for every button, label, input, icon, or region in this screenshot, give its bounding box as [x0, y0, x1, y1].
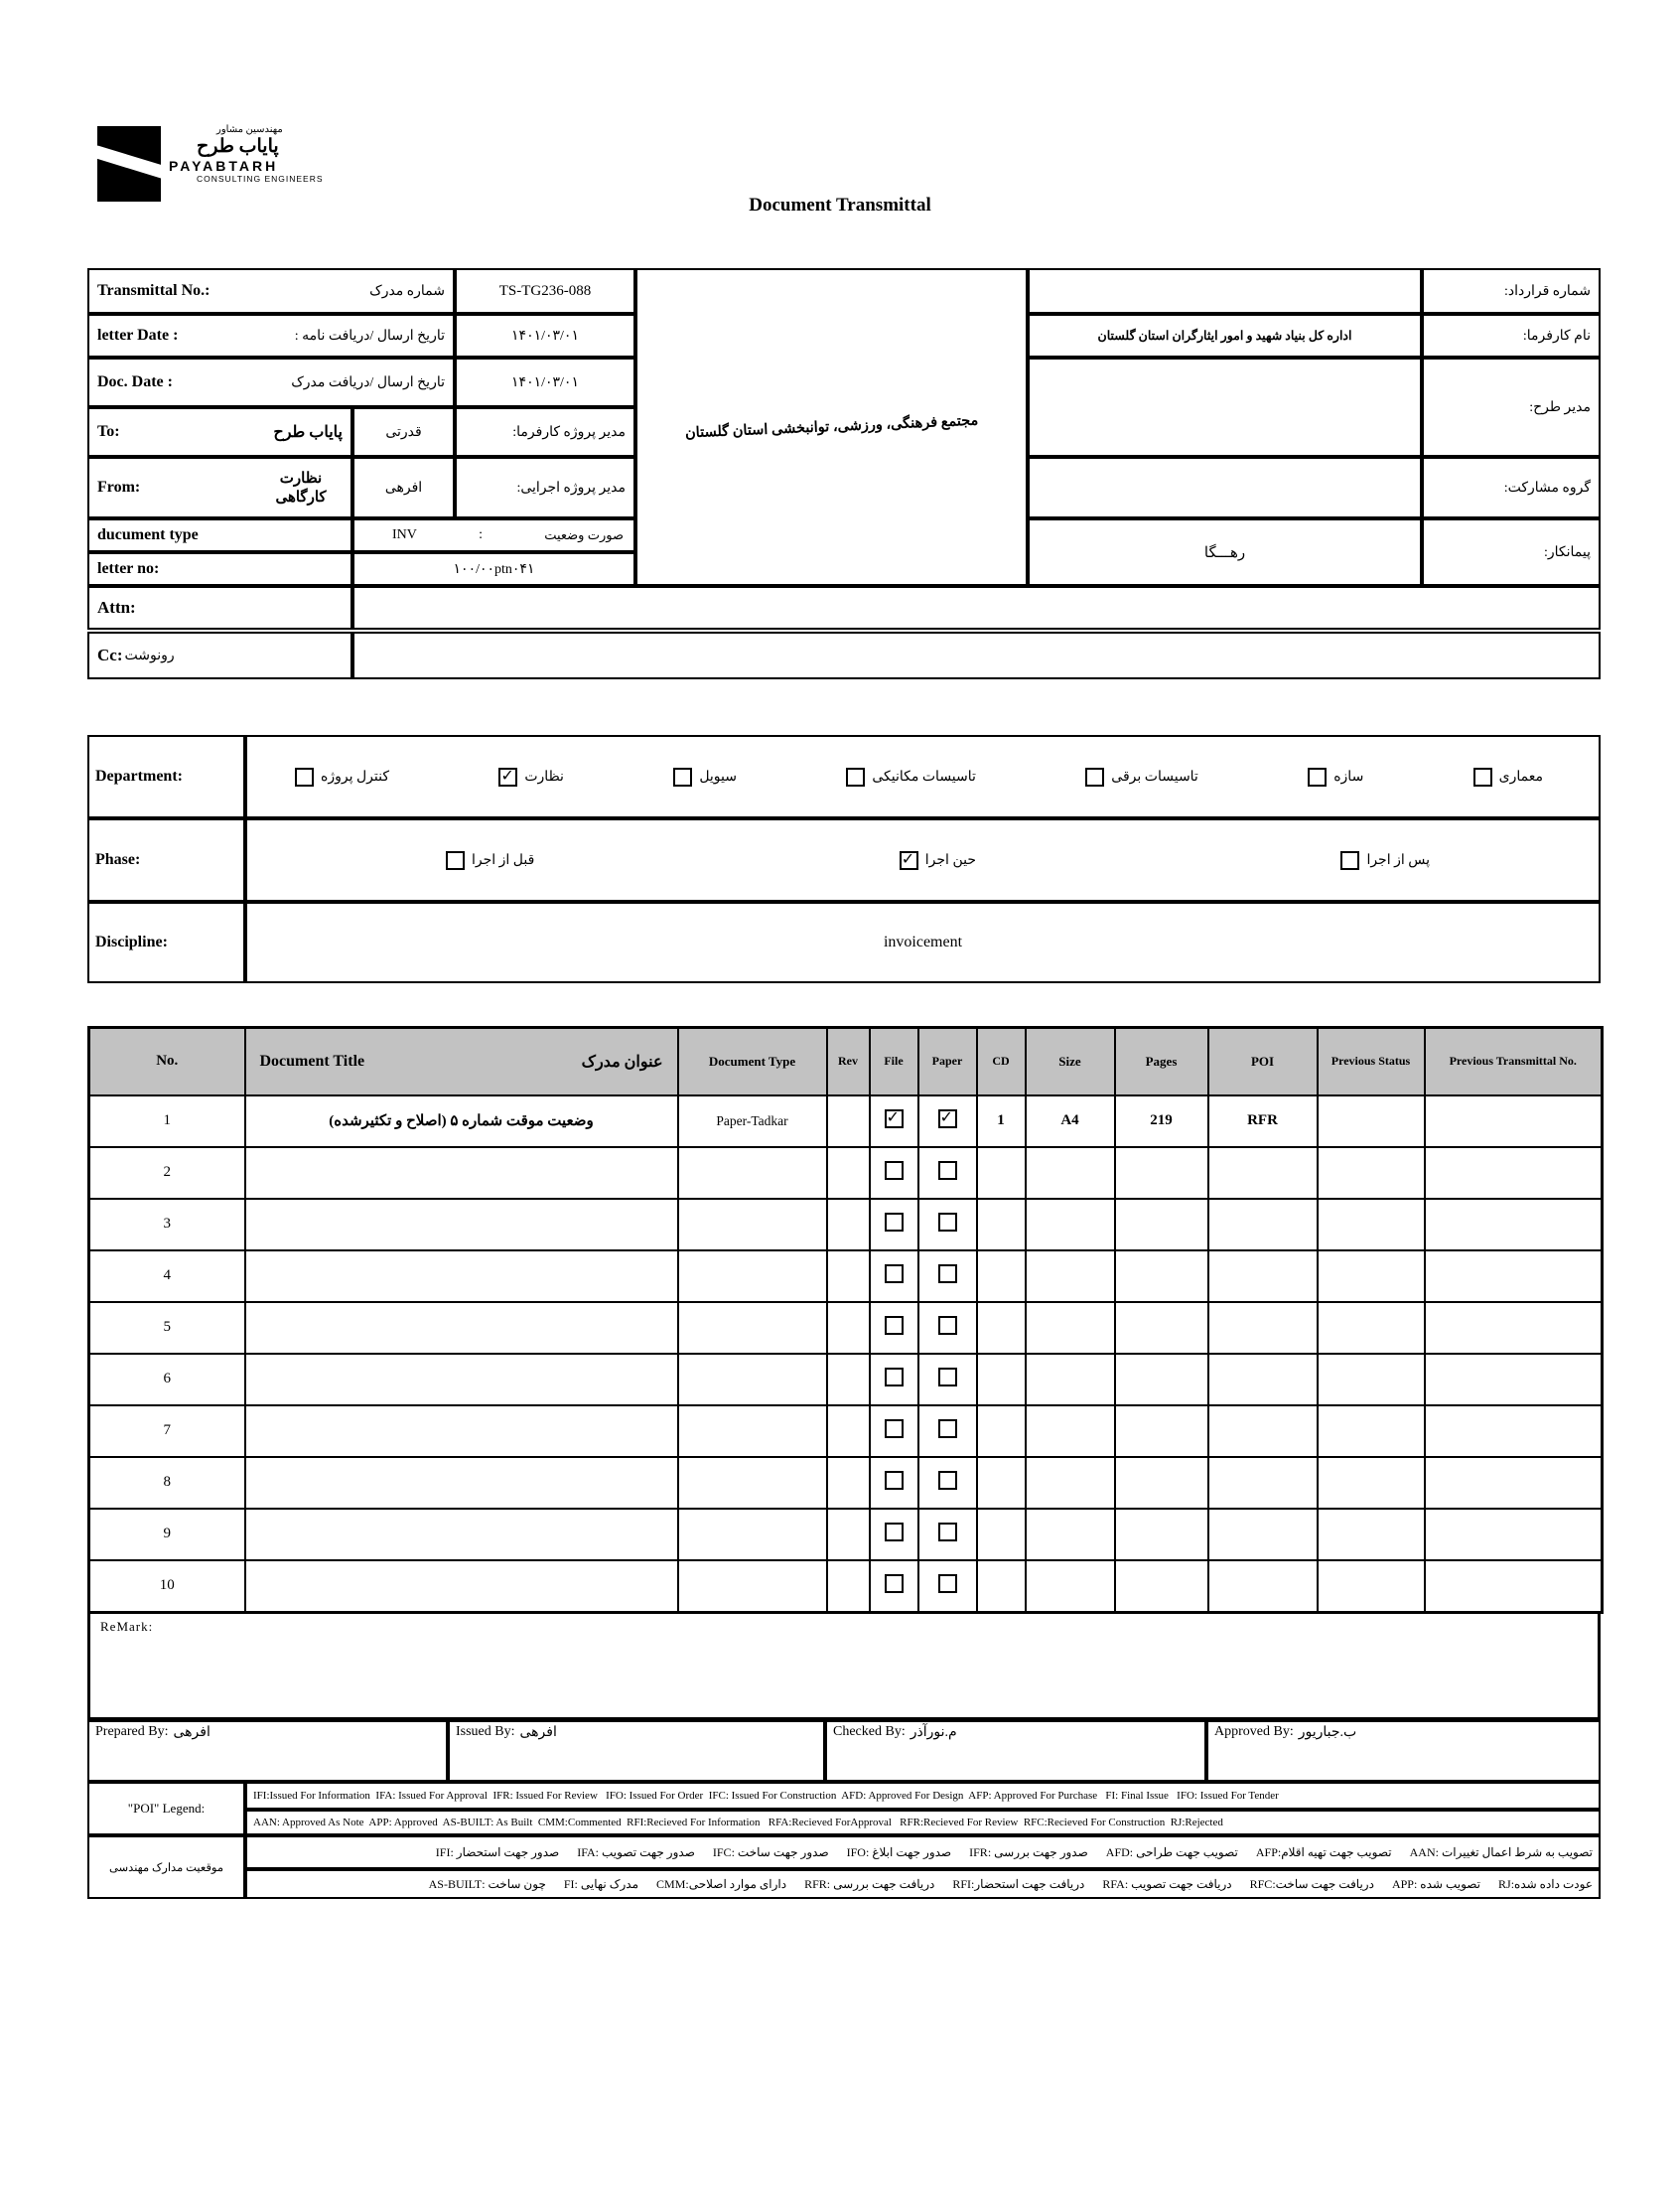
transmittal-no-label-fa: شماره مدرک [369, 283, 445, 299]
letter-no-value: ۱۰۰/۰۰ptn۰۴۱ [352, 552, 635, 586]
checkbox[interactable] [673, 768, 692, 787]
col-header-no: No. [89, 1028, 245, 1095]
prepared-by-cell [87, 1720, 448, 1782]
issued-by-value: افرهی [519, 1725, 557, 1740]
row-prev-transmittal [1425, 1302, 1603, 1354]
doc-date-label-fa: تاریخ ارسال /دریافت مدرک [291, 374, 445, 390]
row-file-cell [870, 1405, 918, 1457]
approved-by-cell [1206, 1720, 1601, 1782]
row-file-cell [870, 1147, 918, 1199]
file-checkbox[interactable] [885, 1161, 904, 1180]
file-checkbox[interactable] [885, 1213, 904, 1232]
department-items [245, 735, 1601, 818]
row-paper-cell [918, 1199, 977, 1250]
doc-date-label: Doc. Date : [97, 373, 173, 390]
row-type [678, 1405, 827, 1457]
file-checkbox[interactable] [885, 1316, 904, 1335]
partnership-group-value [1028, 457, 1422, 518]
row-paper-cell [918, 1302, 977, 1354]
document-type-value-fa: صورت وضعیت [544, 527, 624, 542]
checkbox[interactable] [846, 768, 865, 787]
row-title [245, 1405, 678, 1457]
row-title [245, 1354, 678, 1405]
fa-legend-label: موقعیت مدارک مهندسی [87, 1835, 245, 1899]
checkbox[interactable] [900, 851, 918, 870]
row-size [1026, 1354, 1115, 1405]
poi-legend [87, 1782, 1601, 1835]
project-name-cell [635, 268, 1028, 586]
contract-no-value [1028, 268, 1422, 314]
row-size [1026, 1250, 1115, 1302]
classification-table [87, 735, 1601, 983]
paper-checkbox[interactable] [938, 1471, 957, 1490]
row-title [245, 1199, 678, 1250]
row-no: 4 [89, 1250, 245, 1302]
row-prev-transmittal [1425, 1354, 1603, 1405]
issued-by-label: Issued By: [456, 1724, 515, 1739]
row-title [245, 1560, 678, 1613]
checkbox-item [1340, 851, 1430, 870]
row-rev [827, 1509, 870, 1560]
logo-swoosh-icon [97, 144, 161, 189]
row-pages [1115, 1199, 1208, 1250]
row-size [1026, 1560, 1115, 1613]
checkbox-item-label: پس از اجرا [1366, 852, 1430, 868]
paper-checkbox[interactable] [938, 1368, 957, 1386]
letter-no-label-cell [87, 552, 352, 586]
checkbox[interactable] [1308, 768, 1327, 787]
document-table [87, 1026, 1604, 1614]
checkbox-item-label: معماری [1498, 769, 1543, 785]
logo-fa-tagline: مهندسین مشاور [216, 124, 283, 135]
table-row [89, 1147, 1603, 1199]
col-header-poi: POI [1208, 1028, 1318, 1095]
checkbox-item [846, 768, 976, 787]
to-label: To: [97, 423, 120, 440]
row-paper-cell [918, 1560, 977, 1613]
checkbox-item-label: تاسیسات مکانیکی [872, 769, 976, 785]
logo-fa-name: پایاب طرح [197, 136, 279, 157]
row-poi [1208, 1457, 1318, 1509]
row-file-cell [870, 1250, 918, 1302]
col-header-title-fa: عنوان مدرک [581, 1053, 663, 1071]
paper-checkbox[interactable] [938, 1109, 957, 1128]
checkbox-item [295, 768, 389, 787]
prepared-by-label: Prepared By: [95, 1724, 169, 1739]
checked-by-label: Checked By: [833, 1724, 906, 1739]
letter-date-label-fa: تاریخ ارسال /دریافت نامه : [294, 328, 445, 344]
project-name: مجتمع فرهنگی، ورزشی، توانبخشی استان گلستان [684, 412, 979, 441]
row-size [1026, 1405, 1115, 1457]
remark-label: ReMark: [100, 1618, 154, 1634]
from-cell [87, 457, 352, 518]
document-table-wrap [87, 1026, 1604, 1720]
row-prev-transmittal [1425, 1457, 1603, 1509]
row-rev [827, 1147, 870, 1199]
cc-value [352, 632, 1601, 679]
file-checkbox[interactable] [885, 1264, 904, 1283]
row-rev [827, 1095, 870, 1147]
row-prev-transmittal [1425, 1405, 1603, 1457]
row-poi [1208, 1302, 1318, 1354]
row-title [245, 1302, 678, 1354]
table-row [89, 1302, 1603, 1354]
table-row [89, 1405, 1603, 1457]
col-header-type: Document Type [678, 1028, 827, 1095]
row-title [245, 1250, 678, 1302]
row-poi [1208, 1250, 1318, 1302]
row-size [1026, 1302, 1115, 1354]
row-size [1026, 1199, 1115, 1250]
poi-legend-line2: AAN: Approved As Note APP: Approved AS-BUILT: As Built CMM:Commented RFI:Recieved For Information RFA:Recieved ForApproval RFR:Recieved For Review RFC:Recieved For Construction RJ:Rejected [245, 1810, 1601, 1835]
row-cd [977, 1405, 1026, 1457]
checkbox[interactable] [1340, 851, 1359, 870]
prepared-by-value: افرهی [173, 1725, 210, 1740]
row-prev-status [1318, 1302, 1425, 1354]
checkbox-item-label: کنترل پروژه [321, 769, 389, 785]
row-rev [827, 1250, 870, 1302]
checkbox-item [446, 851, 534, 870]
row-title [245, 1509, 678, 1560]
row-type [678, 1509, 827, 1560]
row-prev-status [1318, 1457, 1425, 1509]
phase-label: Phase: [95, 851, 141, 868]
row-type [678, 1199, 827, 1250]
doc-date-value: ۱۴۰۱/۰۳/۰۱ [455, 358, 635, 407]
table-row [89, 1560, 1603, 1613]
paper-checkbox[interactable] [938, 1264, 957, 1283]
approved-by-label: Approved By: [1214, 1724, 1294, 1739]
row-type [678, 1457, 827, 1509]
letter-date-value: ۱۴۰۱/۰۳/۰۱ [455, 314, 635, 358]
poi-legend-label: "POI" Legend: [87, 1782, 245, 1835]
letter-date-label: letter Date : [97, 327, 179, 344]
document-table-header-row [89, 1028, 1603, 1095]
document-type-label: ducument type [97, 526, 199, 543]
logo-en-name: PAYABTARH [169, 158, 279, 174]
fa-legend-line2: عودت داده شده:RJ تصویب شده :APP دریافت جهت ساخت:RFC دریافت جهت تصویب :RFA دریافت جهت استحضار:RFI دریافت جهت بررسی :RFR دارای موارد اصلاحی:CMM مدرک نهایی :FI چون ساخت :AS-BUILT [245, 1869, 1601, 1899]
checkbox-item [498, 768, 564, 787]
row-file-cell [870, 1302, 918, 1354]
row-type [678, 1250, 827, 1302]
contract-no-label: شماره قرارداد: [1422, 268, 1601, 314]
checkbox-item-label: سازه [1333, 769, 1364, 785]
col-header-file: File [870, 1028, 918, 1095]
row-no: 1 [89, 1095, 245, 1147]
department-label: Department: [95, 768, 183, 785]
row-prev-status [1318, 1095, 1425, 1147]
row-type [678, 1560, 827, 1613]
row-prev-status [1318, 1405, 1425, 1457]
to-person: قدرتی [352, 407, 455, 457]
row-type [678, 1302, 827, 1354]
col-header-size: Size [1026, 1028, 1115, 1095]
row-size [1026, 1457, 1115, 1509]
page-title: Document Transmittal [749, 195, 931, 216]
row-file-cell [870, 1199, 918, 1250]
checkbox-item [1473, 768, 1543, 787]
exec-pm-label: مدیر پروژه اجرایی: [455, 457, 635, 518]
row-prev-transmittal [1425, 1509, 1603, 1560]
logo-mark-icon [97, 126, 161, 202]
row-pages [1115, 1302, 1208, 1354]
row-cd [977, 1509, 1026, 1560]
col-header-title [245, 1028, 678, 1095]
col-header-prev-transmittal: Previous Transmittal No. [1425, 1028, 1603, 1095]
row-file-cell [870, 1509, 918, 1560]
row-paper-cell [918, 1354, 977, 1405]
row-prev-status [1318, 1250, 1425, 1302]
row-no: 7 [89, 1405, 245, 1457]
row-cd [977, 1354, 1026, 1405]
row-pages [1115, 1147, 1208, 1199]
paper-checkbox[interactable] [938, 1523, 957, 1541]
from-label: From: [97, 479, 141, 496]
partnership-group-label: گروه مشارکت: [1422, 457, 1601, 518]
letter-date-label-cell [87, 314, 455, 358]
row-prev-transmittal [1425, 1199, 1603, 1250]
row-type: Paper-Tadkar [678, 1095, 827, 1147]
row-paper-cell [918, 1095, 977, 1147]
paper-checkbox[interactable] [938, 1213, 957, 1232]
fa-legend [87, 1835, 1601, 1899]
checked-by-cell [825, 1720, 1206, 1782]
row-prev-status [1318, 1560, 1425, 1613]
cc-label-cell [87, 632, 352, 679]
logo-en-tagline: CONSULTING ENGINEERS [197, 174, 324, 184]
row-rev [827, 1354, 870, 1405]
phase-items [245, 818, 1601, 902]
design-manager-label: مدیر طرح: [1422, 358, 1601, 457]
row-title [245, 1457, 678, 1509]
row-pages [1115, 1509, 1208, 1560]
poi-legend-line1: IFI:Issued For Information IFA: Issued For Approval IFR: Issued For Review IFO: Issued For Order IFC: Issued For Construction AFD: Approved For Design AFP: Approved For Purchase FI: Final Issue IFO: Issued For Tender [245, 1782, 1601, 1810]
checkbox[interactable] [1473, 768, 1492, 787]
row-poi [1208, 1405, 1318, 1457]
row-pages [1115, 1405, 1208, 1457]
discipline-label: Discipline: [95, 934, 168, 950]
checkbox[interactable] [498, 768, 517, 787]
table-row [89, 1509, 1603, 1560]
contractor-value: رهـــگا [1028, 518, 1422, 586]
row-prev-status [1318, 1199, 1425, 1250]
col-header-paper: Paper [918, 1028, 977, 1095]
row-cd [977, 1199, 1026, 1250]
checkbox[interactable] [295, 768, 314, 787]
file-checkbox[interactable] [885, 1471, 904, 1490]
document-type-value-cell [352, 518, 635, 552]
row-pages [1115, 1457, 1208, 1509]
row-no: 3 [89, 1199, 245, 1250]
row-file-cell [870, 1560, 918, 1613]
row-no: 5 [89, 1302, 245, 1354]
doc-date-label-cell [87, 358, 455, 407]
checkbox[interactable] [446, 851, 465, 870]
contractor-label: پیمانکار: [1422, 518, 1601, 586]
checkbox-item [900, 851, 976, 870]
row-prev-transmittal [1425, 1147, 1603, 1199]
file-checkbox[interactable] [885, 1109, 904, 1128]
letter-no-label: letter no: [97, 560, 160, 577]
table-row [89, 1250, 1603, 1302]
file-checkbox[interactable] [885, 1368, 904, 1386]
employer-label: نام کارفرما: [1422, 314, 1601, 358]
phase-label-cell [87, 818, 245, 902]
table-row [89, 1199, 1603, 1250]
row-prev-transmittal [1425, 1560, 1603, 1613]
row-cd [977, 1302, 1026, 1354]
attn-value [352, 586, 1601, 630]
checkbox-item-label: حین اجرا [924, 852, 976, 868]
table-row [89, 1354, 1603, 1405]
checkbox-item-label: قبل از اجرا [472, 852, 535, 868]
checkbox-item [673, 768, 737, 787]
row-poi [1208, 1509, 1318, 1560]
transmittal-no-value: TS-TG236-088 [455, 268, 635, 314]
paper-checkbox[interactable] [938, 1419, 957, 1438]
row-type [678, 1354, 827, 1405]
row-poi [1208, 1354, 1318, 1405]
design-manager-value [1028, 358, 1422, 457]
row-pages: 219 [1115, 1095, 1208, 1147]
row-paper-cell [918, 1509, 977, 1560]
row-title: وضعیت موقت شماره ۵ (اصلاح و تکثیرشده) [245, 1095, 678, 1147]
row-size [1026, 1147, 1115, 1199]
transmittal-no-label: Transmittal No.: [97, 282, 210, 299]
document-type-value: INV [392, 527, 417, 542]
checkbox-item-label: سیویل [699, 769, 737, 785]
row-prev-status [1318, 1509, 1425, 1560]
row-prev-status [1318, 1354, 1425, 1405]
row-title [245, 1147, 678, 1199]
row-paper-cell [918, 1147, 977, 1199]
from-value: نظارت کارگاهی [275, 471, 327, 506]
document-type-separator: : [479, 527, 483, 542]
from-person: افرهی [352, 457, 455, 518]
row-size: A4 [1026, 1095, 1115, 1147]
checkbox-item [1085, 768, 1198, 787]
row-size [1026, 1509, 1115, 1560]
remark-box [87, 1614, 1601, 1720]
discipline-label-cell [87, 902, 245, 983]
checkbox-item [1308, 768, 1363, 787]
row-pages [1115, 1250, 1208, 1302]
row-no: 8 [89, 1457, 245, 1509]
checked-by-value: م.نورآذر [910, 1725, 957, 1740]
row-pages [1115, 1560, 1208, 1613]
row-file-cell [870, 1095, 918, 1147]
table-row [89, 1095, 1603, 1147]
row-paper-cell [918, 1405, 977, 1457]
to-cell [87, 407, 352, 457]
col-header-pages: Pages [1115, 1028, 1208, 1095]
row-no: 9 [89, 1509, 245, 1560]
file-checkbox[interactable] [885, 1419, 904, 1438]
file-checkbox[interactable] [885, 1574, 904, 1593]
row-no: 2 [89, 1147, 245, 1199]
col-header-title-en: Document Title [259, 1052, 365, 1070]
to-value: پایاب طرح [273, 424, 343, 441]
row-poi [1208, 1199, 1318, 1250]
col-header-rev: Rev [827, 1028, 870, 1095]
signature-row [87, 1720, 1601, 1782]
info-table [87, 268, 1601, 679]
fa-legend-line1: تصویب به شرط اعمال تغییرات :AAN تصویب جهت تهیه اقلام:AFP تصویب جهت طراحی :AFD صدور جهت بررسی :IFR صدور جهت ابلاغ :IFO صدور جهت ساخت :IFC صدور جهت تصویب :IFA صدور جهت استحضار :IFI [245, 1835, 1601, 1869]
paper-checkbox[interactable] [938, 1161, 957, 1180]
file-checkbox[interactable] [885, 1523, 904, 1541]
row-file-cell [870, 1457, 918, 1509]
attn-label: Attn: [97, 598, 136, 617]
row-poi [1208, 1147, 1318, 1199]
row-poi [1208, 1560, 1318, 1613]
row-prev-transmittal [1425, 1095, 1603, 1147]
row-rev [827, 1302, 870, 1354]
row-cd [977, 1560, 1026, 1613]
row-rev [827, 1199, 870, 1250]
table-row [89, 1457, 1603, 1509]
employer-value: اداره کل بنیاد شهید و امور ایثارگران استان گلستان [1028, 314, 1422, 358]
checkbox[interactable] [1085, 768, 1104, 787]
approved-by-value: ب.جباریور [1298, 1725, 1357, 1740]
issued-by-cell [448, 1720, 825, 1782]
paper-checkbox[interactable] [938, 1316, 957, 1335]
client-pm-label: مدیر پروژه کارفرما: [455, 407, 635, 457]
cc-label-fa: رونوشت [124, 648, 175, 663]
checkbox-item-label: نظارت [524, 769, 564, 785]
discipline-value: invoicement [245, 902, 1601, 983]
row-no: 6 [89, 1354, 245, 1405]
row-poi: RFR [1208, 1095, 1318, 1147]
row-paper-cell [918, 1457, 977, 1509]
department-label-cell [87, 735, 245, 818]
row-paper-cell [918, 1250, 977, 1302]
row-rev [827, 1457, 870, 1509]
col-header-prev-status: Previous Status [1318, 1028, 1425, 1095]
row-cd [977, 1250, 1026, 1302]
cc-label: Cc: [97, 646, 123, 664]
row-cd [977, 1457, 1026, 1509]
row-prev-transmittal [1425, 1250, 1603, 1302]
row-prev-status [1318, 1147, 1425, 1199]
document-table-body [89, 1095, 1603, 1613]
attn-label-cell [87, 586, 352, 630]
row-rev [827, 1405, 870, 1457]
col-header-cd: CD [977, 1028, 1026, 1095]
paper-checkbox[interactable] [938, 1574, 957, 1593]
row-pages [1115, 1354, 1208, 1405]
row-type [678, 1147, 827, 1199]
document-type-label-cell [87, 518, 352, 552]
row-cd [977, 1147, 1026, 1199]
row-no: 10 [89, 1560, 245, 1613]
row-cd: 1 [977, 1095, 1026, 1147]
row-rev [827, 1560, 870, 1613]
checkbox-item-label: تاسیسات برقی [1111, 769, 1198, 785]
row-file-cell [870, 1354, 918, 1405]
transmittal-no-label-cell [87, 268, 455, 314]
